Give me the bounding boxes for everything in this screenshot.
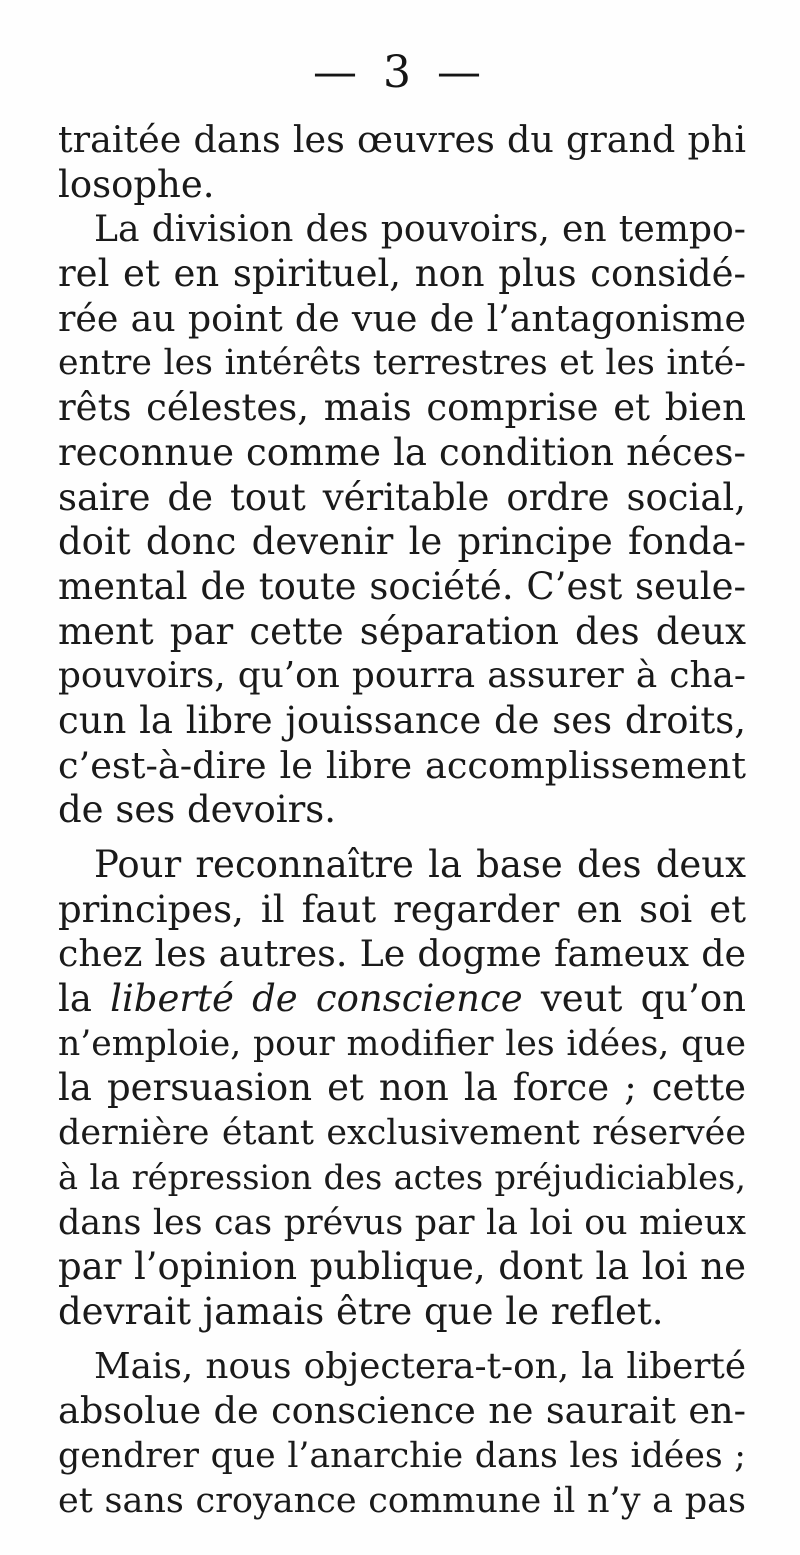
text-line: chez les autres. Le dogme fameux de xyxy=(58,932,746,976)
text-line: reconnue comme la condition néces- xyxy=(58,430,746,474)
text-line: pouvoirs, qu’on pourra assurer à cha- xyxy=(58,655,746,697)
text-line: gendrer que l’anarchie dans les idées ; xyxy=(58,1435,746,1476)
text-line: la persuasion et non la force ; cette xyxy=(58,1066,746,1110)
text-line: devrait jamais être que le reflet. xyxy=(58,1289,664,1333)
text-line: losophe. xyxy=(58,162,215,206)
body-text xyxy=(58,118,746,1523)
text-line: de ses devoirs. xyxy=(58,788,337,832)
text-line: doit donc devenir le principe fonda- xyxy=(58,520,746,564)
text-run: la xyxy=(58,977,111,1021)
page-number: — 3 — xyxy=(313,47,487,98)
text-line: et sans croyance commune il n’y a pas xyxy=(58,1479,746,1521)
text-line: rée au point de vue de l’antagonisme xyxy=(58,296,746,340)
text-line: saire de tout véritable ordre social, xyxy=(58,475,746,519)
text-line: dans les cas prévus par la loi ou mieux xyxy=(58,1202,746,1243)
text-line: mental de toute société. C’est seule- xyxy=(58,564,746,608)
text-line xyxy=(58,977,746,1022)
text-line: cun la libre jouissance de ses droits, xyxy=(58,698,746,742)
text-line: La division des pouvoirs, en tempo- xyxy=(94,207,746,251)
text-line: absolue de conscience ne saurait en- xyxy=(58,1389,746,1433)
text-line: c’est-à-dire le libre accomplissement xyxy=(58,743,746,787)
italic-phrase: liberté de conscience xyxy=(110,977,523,1021)
text-line: rêts célestes, mais comprise et bien xyxy=(58,386,746,430)
text-line: Mais, nous objectera-t-on, la liberté xyxy=(94,1345,746,1387)
text-line: n’emploie, pour modifier les idées, que xyxy=(58,1023,746,1064)
text-line: traitée dans les œuvres du grand phi xyxy=(58,118,746,161)
text-run: veut qu’on xyxy=(522,977,746,1021)
text-line: Pour reconnaître la base des deux xyxy=(94,843,746,886)
text-line: dernière étant exclusivement réservée xyxy=(58,1113,746,1154)
text-line: rel et en spirituel, non plus considé- xyxy=(58,252,746,296)
text-line: entre les intérêts terrestres et les inté- xyxy=(58,343,746,384)
text-line: ment par cette séparation des deux xyxy=(58,609,746,653)
text-line: par l’opinion publique, dont la loi ne xyxy=(58,1245,746,1289)
text-line: principes, il faut regarder en soi et xyxy=(58,887,746,931)
text-line: à la répression des actes préjudiciables, xyxy=(58,1157,746,1197)
paragraph-gap xyxy=(58,833,746,843)
paragraph-gap xyxy=(58,1335,746,1345)
